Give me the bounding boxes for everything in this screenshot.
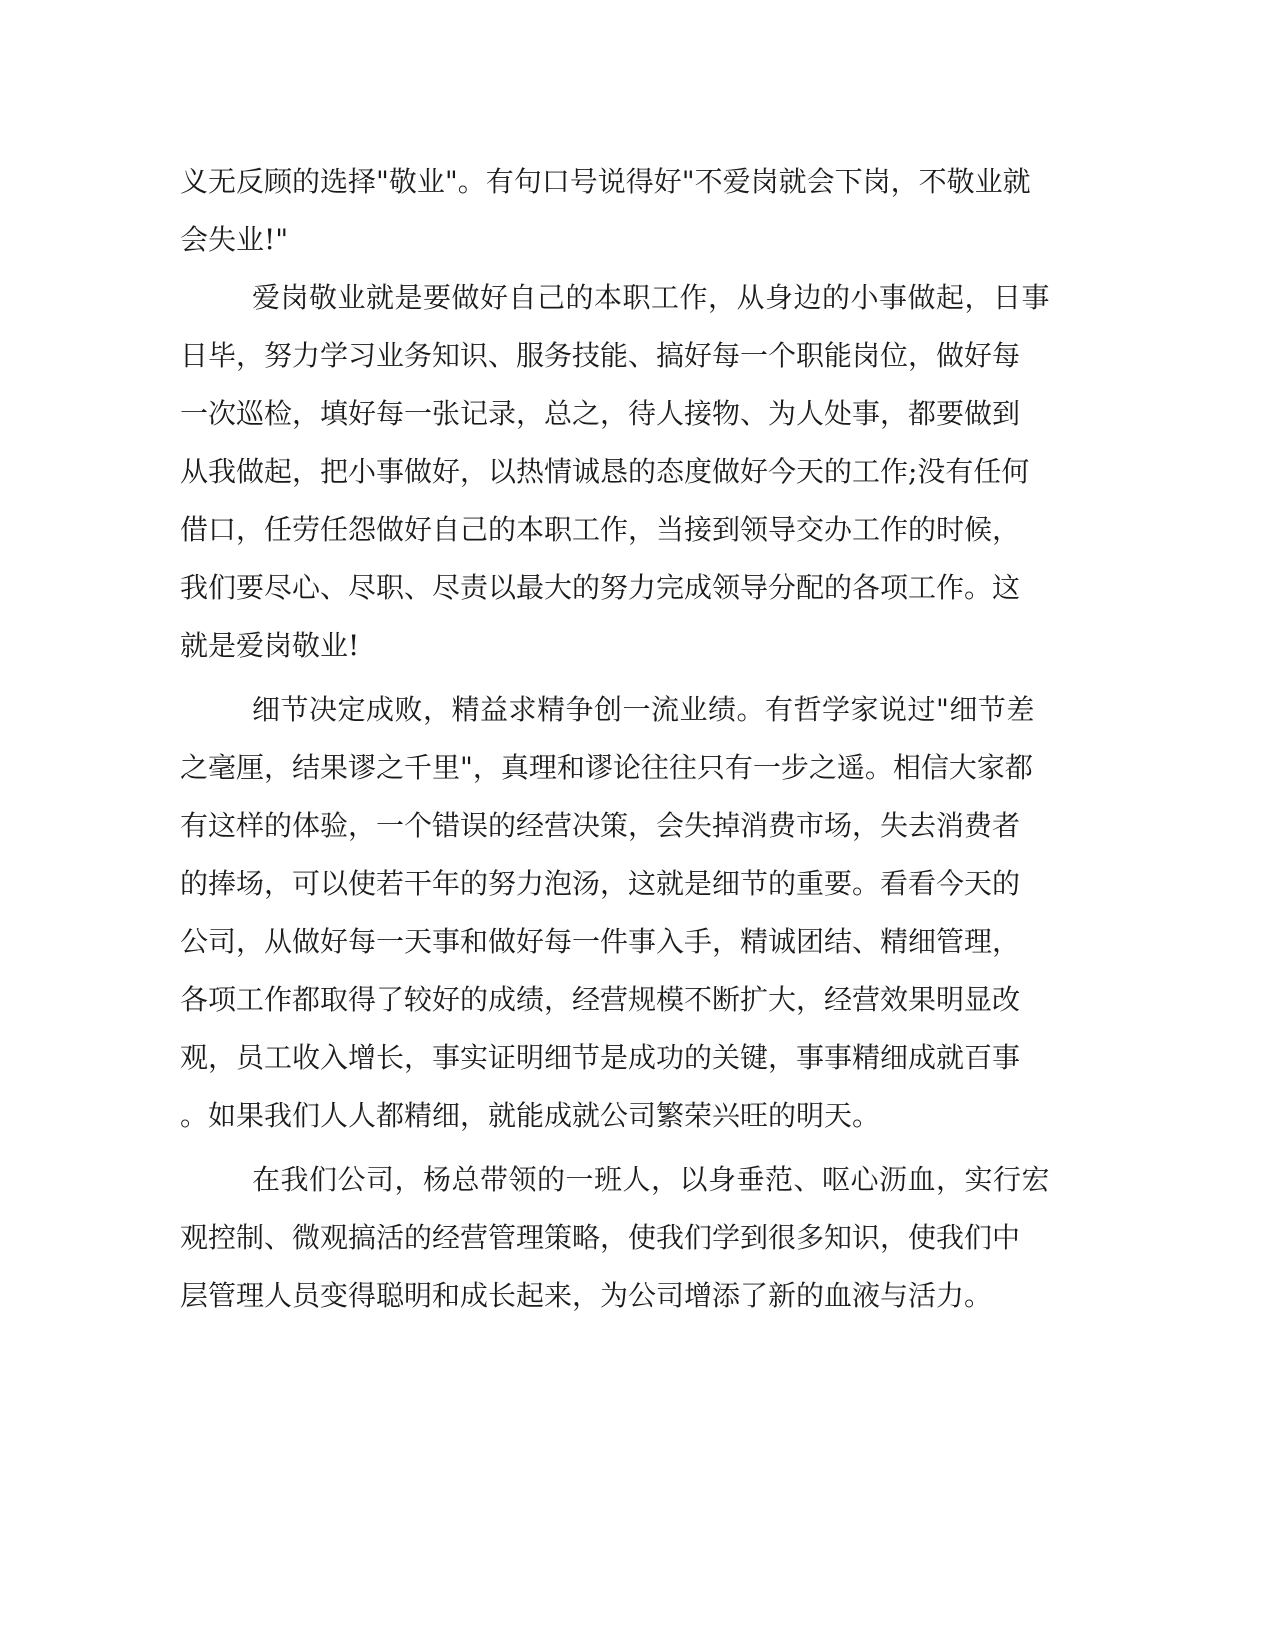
- paragraph-4-line-2: 观控制、微观搞活的经营管理策略，使我们学到很多知识，使我们中: [180, 1221, 1021, 1254]
- paragraph-2-line-2: 日毕，努力学习业务知识、服务技能、搞好每一个职能岗位，做好每: [180, 339, 1021, 372]
- paragraph-2-line-7: 就是爱岗敬业!: [180, 629, 360, 662]
- paragraph-3-line-6: 各项工作都取得了较好的成绩，经营规模不断扩大，经营效果明显改: [180, 983, 1021, 1016]
- paragraph-2-line-3: 一次巡检，填好每一张记录，总之，待人接物、为人处事，都要做到: [180, 397, 1021, 430]
- paragraph-3-line-8: 。如果我们人人都精细，就能成就公司繁荣兴旺的明天。: [180, 1099, 881, 1132]
- paragraph-1-line-2: 会失业!": [180, 223, 289, 256]
- paragraph-3-line-1: 细节决定成败，精益求精争创一流业绩。有哲学家说过"细节差: [252, 693, 1035, 726]
- paragraph-3-line-4: 的捧场，可以使若干年的努力泡汤，这就是细节的重要。看看今天的: [180, 867, 1021, 900]
- paragraph-2-line-4: 从我做起，把小事做好，以热情诚恳的态度做好今天的工作;没有任何: [180, 455, 1030, 488]
- paragraph-3-line-5: 公司，从做好每一天事和做好每一件事入手，精诚团结、精细管理，: [180, 925, 1021, 958]
- paragraph-2-line-1: 爱岗敬业就是要做好自己的本职工作，从身边的小事做起，日事: [252, 281, 1051, 314]
- paragraph-4-line-1: 在我们公司，杨总带领的一班人，以身垂范、呕心沥血，实行宏: [252, 1163, 1051, 1196]
- paragraph-3-line-2: 之毫厘，结果谬之千里"，真理和谬论往往只有一步之遥。相信大家都: [180, 751, 1033, 784]
- paragraph-1-line-1: 义无反顾的选择"敬业"。有句口号说得好"不爱岗就会下岗，不敬业就: [180, 165, 1031, 198]
- paragraph-3-line-7: 观，员工收入增长，事实证明细节是成功的关键，事事精细成就百事: [180, 1041, 1021, 1074]
- paragraph-2-line-6: 我们要尽心、尽职、尽责以最大的努力完成领导分配的各项工作。这: [180, 571, 1021, 604]
- paragraph-4-line-3: 层管理人员变得聪明和成长起来，为公司增添了新的血液与活力。: [180, 1279, 993, 1312]
- paragraph-3-line-3: 有这样的体验，一个错误的经营决策，会失掉消费市场，失去消费者: [180, 809, 1021, 842]
- paragraph-2-line-5: 借口，任劳任怨做好自己的本职工作，当接到领导交办工作的时候，: [180, 513, 1021, 546]
